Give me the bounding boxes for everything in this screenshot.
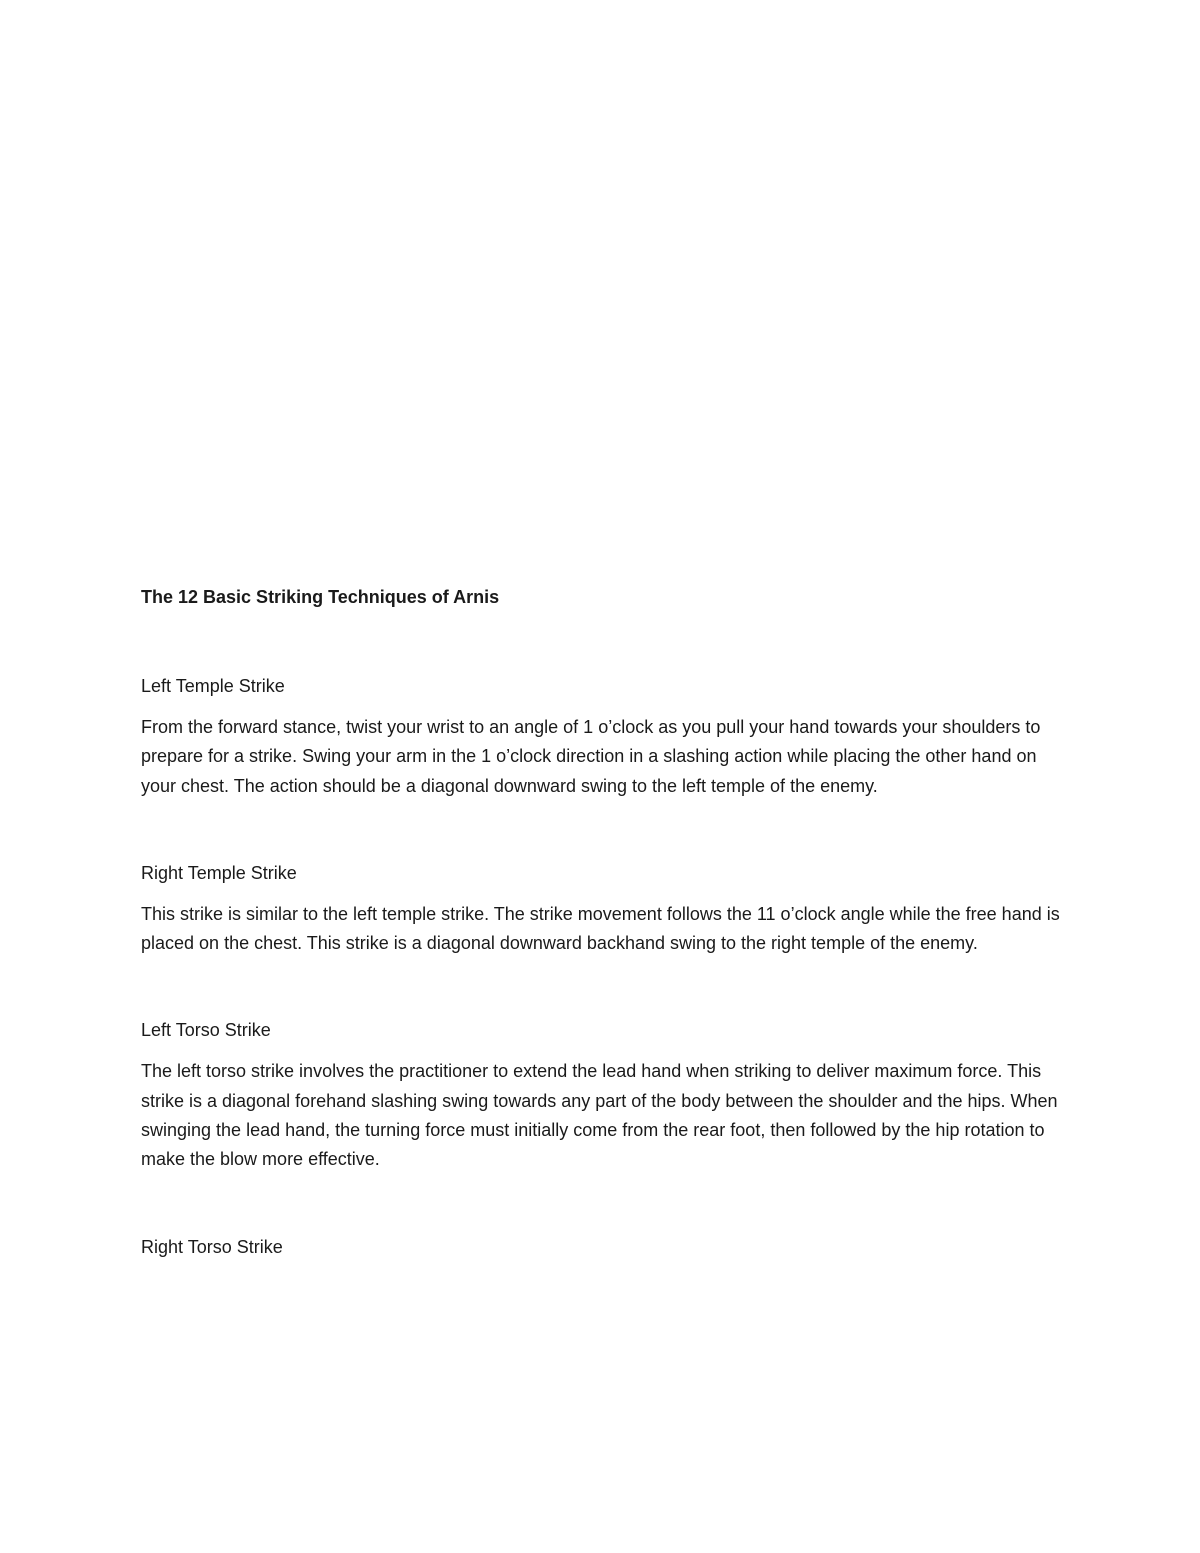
spacer bbox=[141, 1175, 1061, 1233]
document-content bbox=[141, 583, 1061, 1262]
spacer bbox=[141, 801, 1061, 859]
spacer bbox=[141, 888, 1061, 900]
section-heading-right-temple-strike: Right Temple Strike bbox=[141, 862, 297, 883]
section-heading-right-torso-strike: Right Torso Strike bbox=[141, 1236, 283, 1257]
section-body-right-temple-strike: This strike is similar to the left temple strike. The strike movement follows the 11 o’clock angle while the free hand is placed on the chest. This strike is a diagonal downward backhand swing to the right temple of the enemy. bbox=[141, 903, 1060, 954]
section-body-left-torso-strike: The left torso strike involves the practitioner to extend the lead hand when striking to deliver maximum force. This strike is a diagonal forehand slashing swing towards any part of the body between the shoulder and the hips. When swinging the lead hand, the turning force must initially come from the rear foot, then followed by the hip rotation to make the blow more effective. bbox=[141, 1061, 1058, 1170]
section-body-left-temple-strike: From the forward stance, twist your wrist to an angle of 1 o’clock as you pull your hand towards your shoulders to prepare for a strike. Swing your arm in the 1 o’clock direction in a slashing action while placing the other hand on your chest. The action should be a diagonal downward swing to the left temple of the enemy. bbox=[141, 717, 1041, 796]
spacer bbox=[141, 612, 1061, 672]
spacer bbox=[141, 701, 1061, 713]
section-heading-left-temple-strike: Left Temple Strike bbox=[141, 676, 285, 696]
document-title: The 12 Basic Striking Techniques of Arnis bbox=[141, 587, 500, 607]
spacer bbox=[141, 1045, 1061, 1057]
section-heading-left-torso-strike: Left Torso Strike bbox=[141, 1020, 271, 1041]
spacer bbox=[141, 958, 1061, 1016]
